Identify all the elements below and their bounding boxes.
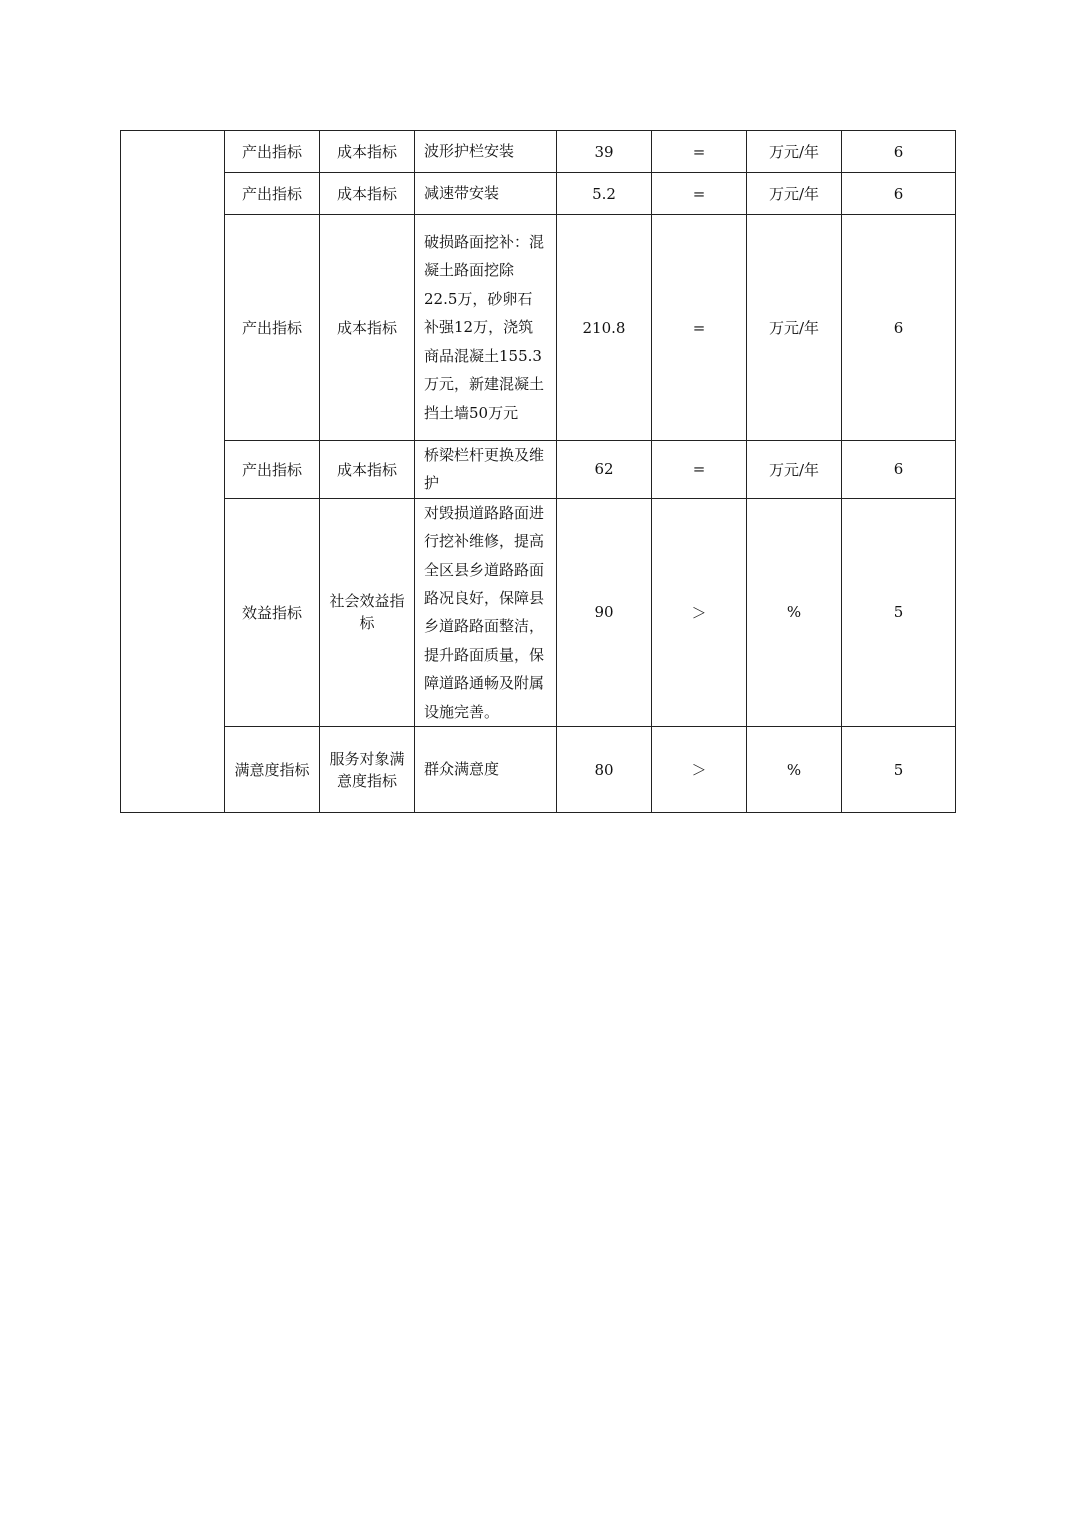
- operator-cell: =: [652, 173, 747, 215]
- weight-cell: 5: [842, 727, 956, 813]
- level1-cell: 效益指标: [225, 498, 320, 726]
- unit-cell: 万元/年: [747, 173, 842, 215]
- level1-cell: 产出指标: [225, 215, 320, 441]
- level2-cell: 成本指标: [320, 441, 415, 499]
- unit-cell: 万元/年: [747, 215, 842, 441]
- level1-cell: 满意度指标: [225, 727, 320, 813]
- indicator-cell: 破损路面挖补：混凝土路面挖除22.5万，砂卵石补强12万，浇筑商品混凝土155.3万元，新建混凝土挡土墙50万元: [415, 215, 557, 441]
- value-cell: 210.8: [557, 215, 652, 441]
- operator-cell: ＞: [652, 498, 747, 726]
- level2-cell: 社会效益指标: [320, 498, 415, 726]
- operator-cell: =: [652, 441, 747, 499]
- level2-cell: 成本指标: [320, 173, 415, 215]
- level1-cell: 产出指标: [225, 441, 320, 499]
- indicator-cell: 群众满意度: [415, 727, 557, 813]
- table-row: [121, 215, 956, 441]
- level2-cell: 成本指标: [320, 131, 415, 173]
- operator-cell: =: [652, 215, 747, 441]
- level2-cell: 成本指标: [320, 215, 415, 441]
- operator-cell: =: [652, 131, 747, 173]
- weight-cell: 6: [842, 173, 956, 215]
- unit-cell: %: [747, 498, 842, 726]
- unit-cell: 万元/年: [747, 131, 842, 173]
- table-row: [121, 131, 956, 173]
- level1-cell: 产出指标: [225, 173, 320, 215]
- indicator-cell: 桥梁栏杆更换及维护: [415, 441, 557, 499]
- level1-cell: 产出指标: [225, 131, 320, 173]
- operator-cell: ＞: [652, 727, 747, 813]
- unit-cell: %: [747, 727, 842, 813]
- merged-blank-cell: [121, 131, 225, 813]
- weight-cell: 6: [842, 441, 956, 499]
- weight-cell: 6: [842, 215, 956, 441]
- indicator-cell: 对毁损道路路面进行挖补维修，提高全区县乡道路路面路况良好，保障县乡道路路面整洁，提升路面质量，保障道路通畅及附属设施完善。: [415, 498, 557, 726]
- level2-cell: 服务对象满意度指标: [320, 727, 415, 813]
- performance-indicator-table: [120, 130, 956, 813]
- indicator-cell: 减速带安装: [415, 173, 557, 215]
- table-row: [121, 441, 956, 499]
- table-row: [121, 727, 956, 813]
- weight-cell: 6: [842, 131, 956, 173]
- value-cell: 39: [557, 131, 652, 173]
- unit-cell: 万元/年: [747, 441, 842, 499]
- indicator-cell: 波形护栏安装: [415, 131, 557, 173]
- value-cell: 90: [557, 498, 652, 726]
- value-cell: 5.2: [557, 173, 652, 215]
- value-cell: 62: [557, 441, 652, 499]
- table-row: [121, 173, 956, 215]
- weight-cell: 5: [842, 498, 956, 726]
- value-cell: 80: [557, 727, 652, 813]
- table-row: [121, 498, 956, 726]
